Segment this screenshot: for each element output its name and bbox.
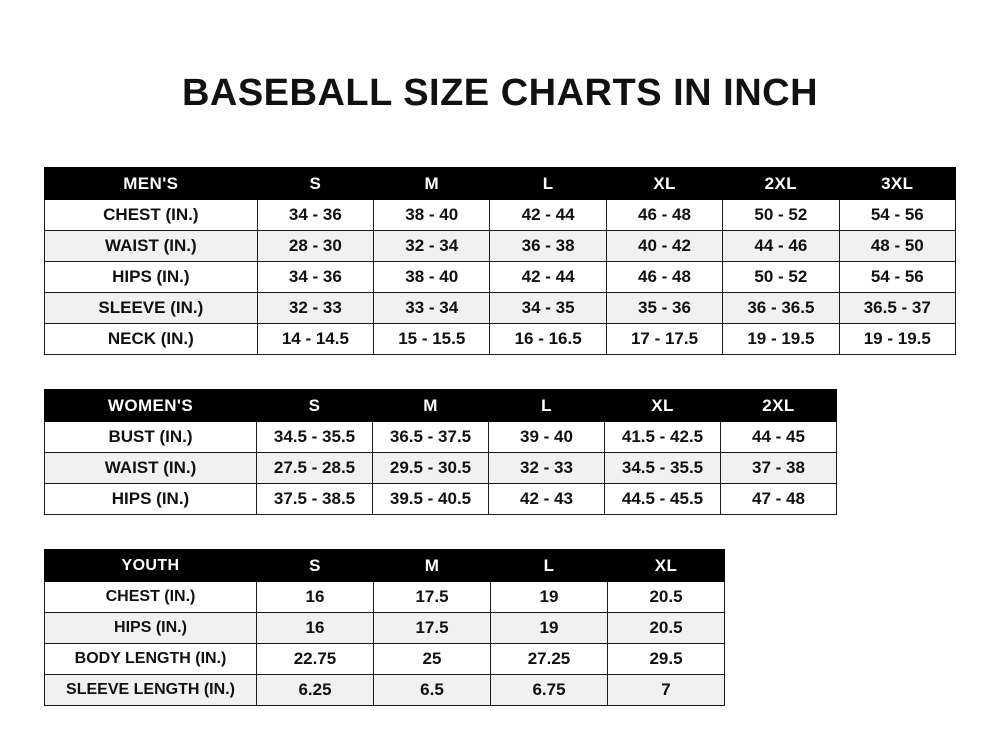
mens-size-table (44, 167, 956, 355)
cell: 27.5 - 28.5 (257, 453, 373, 484)
mens-header-m: M (374, 168, 490, 200)
youth-size-table (44, 549, 725, 706)
cell: 44 - 46 (723, 231, 839, 262)
cell: 36.5 - 37 (839, 293, 955, 324)
youth-header-s: S (257, 550, 374, 582)
cell: 36 - 36.5 (723, 293, 839, 324)
row-label-chest: CHEST (IN.) (45, 200, 258, 231)
table-row (45, 675, 725, 706)
table-row (45, 453, 837, 484)
cell: 44.5 - 45.5 (605, 484, 721, 515)
cell: 46 - 48 (606, 262, 722, 293)
row-label-sleeve-length: SLEEVE LENGTH (IN.) (45, 675, 257, 706)
mens-header-2xl: 2XL (723, 168, 839, 200)
mens-header-s: S (257, 168, 373, 200)
cell: 6.25 (257, 675, 374, 706)
cell: 34 - 36 (257, 200, 373, 231)
cell: 20.5 (608, 582, 725, 613)
youth-header-m: M (374, 550, 491, 582)
cell: 25 (374, 644, 491, 675)
cell: 38 - 40 (374, 262, 490, 293)
cell: 50 - 52 (723, 262, 839, 293)
cell: 32 - 33 (489, 453, 605, 484)
cell: 44 - 45 (721, 422, 837, 453)
cell: 34 - 36 (257, 262, 373, 293)
table-row (45, 324, 956, 355)
cell: 41.5 - 42.5 (605, 422, 721, 453)
mens-header-category: MEN'S (45, 168, 258, 200)
cell: 54 - 56 (839, 200, 955, 231)
mens-header-xl: XL (606, 168, 722, 200)
cell: 39.5 - 40.5 (373, 484, 489, 515)
cell: 47 - 48 (721, 484, 837, 515)
cell: 19 - 19.5 (723, 324, 839, 355)
womens-header-s: S (257, 390, 373, 422)
womens-header-l: L (489, 390, 605, 422)
cell: 40 - 42 (606, 231, 722, 262)
cell: 37 - 38 (721, 453, 837, 484)
cell: 17.5 (374, 613, 491, 644)
cell: 46 - 48 (606, 200, 722, 231)
cell: 17.5 (374, 582, 491, 613)
womens-header-category: WOMEN'S (45, 390, 257, 422)
mens-header-l: L (490, 168, 606, 200)
size-tables-container (0, 167, 1000, 706)
table-header-row (45, 168, 956, 200)
table-row (45, 613, 725, 644)
cell: 16 (257, 613, 374, 644)
row-label-neck: NECK (IN.) (45, 324, 258, 355)
cell: 33 - 34 (374, 293, 490, 324)
cell: 14 - 14.5 (257, 324, 373, 355)
womens-header-xl: XL (605, 390, 721, 422)
cell: 37.5 - 38.5 (257, 484, 373, 515)
table-row (45, 644, 725, 675)
cell: 54 - 56 (839, 262, 955, 293)
cell: 32 - 33 (257, 293, 373, 324)
womens-size-table (44, 389, 837, 515)
table-row (45, 231, 956, 262)
cell: 35 - 36 (606, 293, 722, 324)
cell: 34.5 - 35.5 (605, 453, 721, 484)
row-label-chest: CHEST (IN.) (45, 582, 257, 613)
table-row (45, 422, 837, 453)
row-label-hips: HIPS (IN.) (45, 262, 258, 293)
table-row (45, 484, 837, 515)
womens-header-m: M (373, 390, 489, 422)
cell: 36 - 38 (490, 231, 606, 262)
youth-header-xl: XL (608, 550, 725, 582)
cell: 42 - 43 (489, 484, 605, 515)
cell: 19 - 19.5 (839, 324, 955, 355)
cell: 34.5 - 35.5 (257, 422, 373, 453)
cell: 28 - 30 (257, 231, 373, 262)
row-label-body-length: BODY LENGTH (IN.) (45, 644, 257, 675)
table-header-row (45, 390, 837, 422)
cell: 50 - 52 (723, 200, 839, 231)
table-header-row (45, 550, 725, 582)
row-label-sleeve: SLEEVE (IN.) (45, 293, 258, 324)
row-label-waist: WAIST (IN.) (45, 453, 257, 484)
cell: 19 (491, 582, 608, 613)
cell: 6.5 (374, 675, 491, 706)
cell: 7 (608, 675, 725, 706)
row-label-waist: WAIST (IN.) (45, 231, 258, 262)
cell: 20.5 (608, 613, 725, 644)
table-row (45, 262, 956, 293)
table-row (45, 200, 956, 231)
mens-header-3xl: 3XL (839, 168, 955, 200)
cell: 29.5 - 30.5 (373, 453, 489, 484)
table-row (45, 293, 956, 324)
cell: 17 - 17.5 (606, 324, 722, 355)
row-label-bust: BUST (IN.) (45, 422, 257, 453)
cell: 38 - 40 (374, 200, 490, 231)
cell: 22.75 (257, 644, 374, 675)
cell: 42 - 44 (490, 200, 606, 231)
cell: 29.5 (608, 644, 725, 675)
row-label-hips: HIPS (IN.) (45, 613, 257, 644)
cell: 15 - 15.5 (374, 324, 490, 355)
cell: 19 (491, 613, 608, 644)
table-row (45, 582, 725, 613)
cell: 32 - 34 (374, 231, 490, 262)
cell: 39 - 40 (489, 422, 605, 453)
cell: 16 (257, 582, 374, 613)
cell: 27.25 (491, 644, 608, 675)
page-title: BASEBALL SIZE CHARTS IN INCH (181, 72, 819, 114)
youth-header-category: YOUTH (45, 550, 257, 582)
cell: 6.75 (491, 675, 608, 706)
cell: 36.5 - 37.5 (373, 422, 489, 453)
womens-header-2xl: 2XL (721, 390, 837, 422)
youth-header-l: L (491, 550, 608, 582)
cell: 42 - 44 (490, 262, 606, 293)
row-label-hips: HIPS (IN.) (45, 484, 257, 515)
cell: 48 - 50 (839, 231, 955, 262)
cell: 34 - 35 (490, 293, 606, 324)
cell: 16 - 16.5 (490, 324, 606, 355)
